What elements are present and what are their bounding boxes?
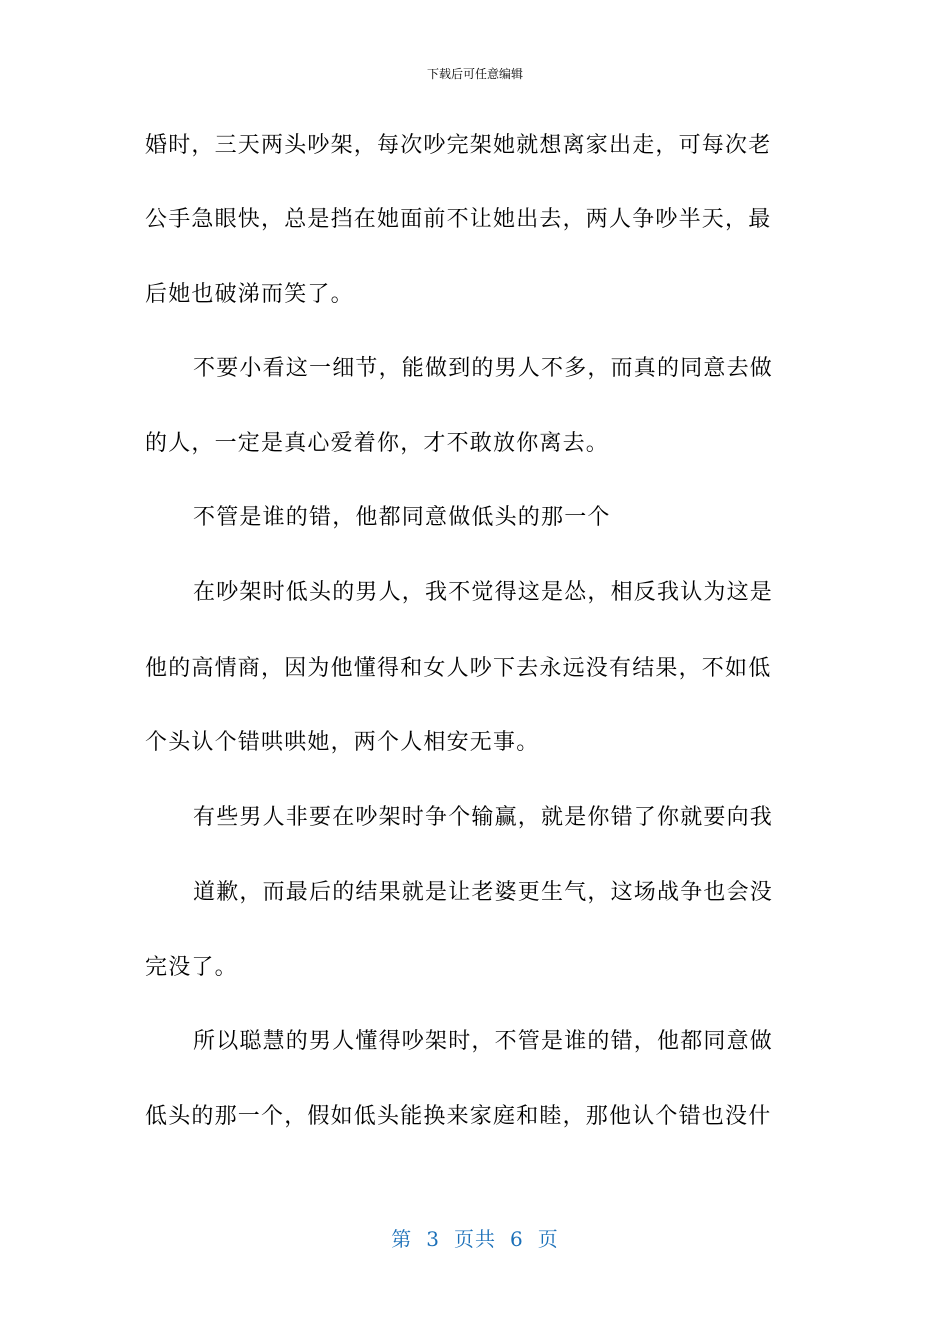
body-line: 有些男人非要在吵架时争个输赢，就是你错了你就要向我 bbox=[193, 805, 774, 830]
footer-middle: 页共 bbox=[454, 1227, 496, 1251]
footer-prefix: 第 bbox=[391, 1227, 413, 1251]
body-line: 不要小看这一细节，能做到的男人不多，而真的同意去做 bbox=[193, 356, 774, 381]
body-line: 婚时，三天两头吵架，每次吵完架她就想离家出走，可每次老 bbox=[145, 133, 772, 158]
footer-total-pages: 6 bbox=[510, 1227, 524, 1251]
body-line: 公手急眼快，总是挡在她面前不让她出去，两人争吵半天，最 bbox=[145, 207, 772, 232]
body-line: 所以聪慧的男人懂得吵架时，不管是谁的错，他都同意做 bbox=[193, 1029, 774, 1054]
body-line: 个头认个错哄哄她，两个人相安无事。 bbox=[145, 730, 540, 755]
body-line: 的人，一定是真心爱着你，才不敢放你离去。 bbox=[145, 431, 610, 456]
footer-suffix: 页 bbox=[537, 1227, 559, 1251]
body-line: 完没了。 bbox=[145, 955, 238, 980]
body-line: 在吵架时低头的男人，我不觉得这是怂，相反我认为这是 bbox=[193, 580, 774, 605]
body-line: 低头的那一个，假如低头能换来家庭和睦，那他认个错也没什 bbox=[145, 1104, 772, 1129]
footer-current-page: 3 bbox=[426, 1227, 440, 1251]
body-line: 道歉，而最后的结果就是让老婆更生气，这场战争也会没 bbox=[193, 880, 774, 905]
section-heading: 不管是谁的错，他都同意做低头的那一个 bbox=[193, 505, 611, 530]
body-line: 他的高情商，因为他懂得和女人吵下去永远没有结果，不如低 bbox=[145, 656, 772, 681]
page-header: 下载后可任意编辑 bbox=[426, 67, 523, 81]
body-line: 后她也破涕而笑了。 bbox=[145, 282, 354, 307]
page-footer bbox=[0, 1227, 950, 1251]
